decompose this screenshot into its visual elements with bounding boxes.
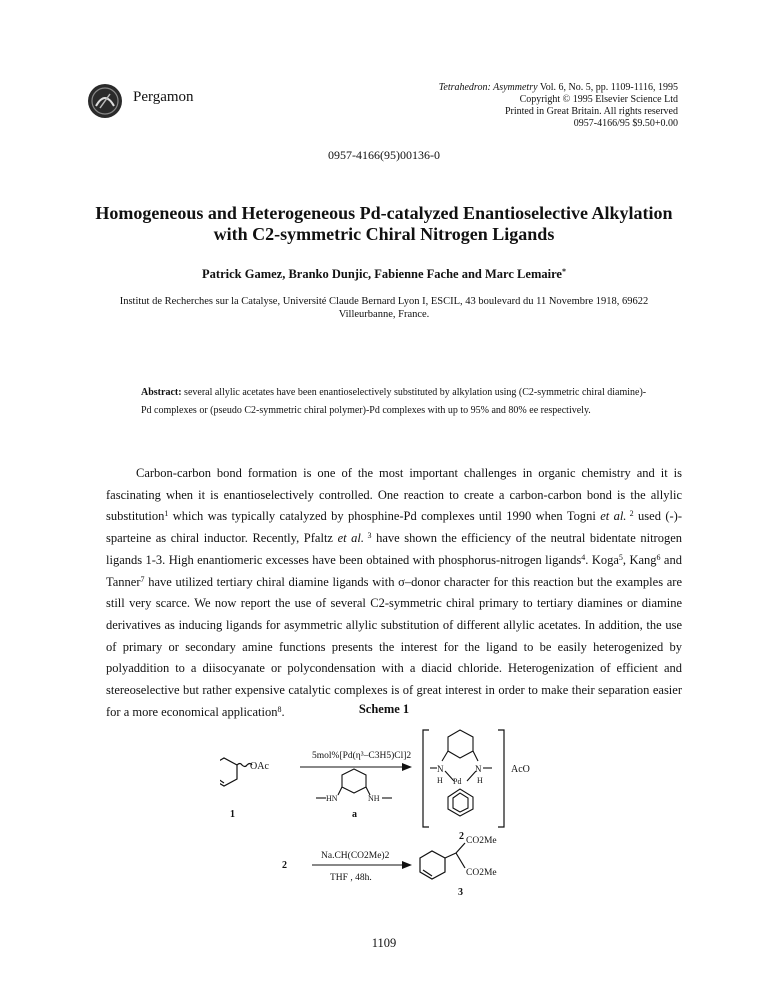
reference-8: 8 [277, 704, 282, 714]
reference-4: 4 [581, 552, 586, 562]
complex-2-bracket [423, 730, 504, 827]
oac-label: OAc [250, 761, 269, 772]
title-line-2: with C2-symmetric Chiral Nitrogen Ligands [213, 224, 555, 244]
text-run: . [281, 704, 285, 719]
reaction-arrow-2 [312, 861, 412, 869]
et-al: et al. [337, 531, 365, 546]
publisher-name: Pergamon [133, 89, 194, 105]
abstract-text: several allylic acetates have been enantioselectively substituted by alkylation using (C2-symmetric chiral diamine)-Pd complexes or (pseudo C2-symmetric chiral polymer)-Pd complexes with up to 95% and 80% ee respectively. [141, 387, 647, 416]
reference-5: 5 [618, 552, 623, 562]
product-3-label: 3 [458, 887, 463, 898]
text-run: have utilized tertiary chiral diamine ligands with σ–donor character for this reaction but the examples are still very scarce. We now report the use of several C2-symmetric chiral primary to tertiary diamines or diamine derivatives as inducing ligands for asymmetric allylic substitution of different allylic acetates. In addition, the use of primary or secondary amine functions presents the interest for the ligand to be easily heterogenized by polyaddition to a diisocyanate or polycondensation with a diacid chloride. Heterogenization of efficient and stereoselective but rather expensive catalytic complexes is of great interest in order to make their separation easier for a more economical application [106, 574, 682, 719]
affiliation [110, 295, 658, 321]
body-text [106, 463, 682, 723]
compound-1-label: 1 [230, 809, 235, 820]
nh-label: NH [368, 794, 380, 803]
printed-line: Printed in Great Britain. All rights reserved [504, 106, 678, 117]
publisher-logo [86, 82, 124, 120]
abstract [141, 384, 651, 420]
author-list [0, 267, 768, 282]
title-line-1: Homogeneous and Heterogeneous Pd-catalyzed Enantioselective Alkylation [95, 203, 673, 223]
reference-1: 1 [164, 509, 169, 519]
reaction-scheme [220, 725, 550, 900]
authors: Patrick Gamez, Branko Dunjic, Fabienne Fache and Marc Lemaire [202, 267, 562, 281]
reference-2: 2 [626, 509, 634, 519]
reference-7: 7 [140, 574, 145, 584]
page-number: 1109 [371, 936, 397, 950]
journal-name: Tetrahedron: Asymmetry [438, 82, 538, 93]
aco-label: AcO [511, 764, 530, 775]
copyright-line: Copyright © 1995 Elsevier Science Ltd [519, 94, 678, 105]
text-run: , Kang [622, 552, 657, 567]
conditions: THF , 48h. [330, 873, 372, 883]
ligand-a-label: a [352, 809, 357, 820]
product-3-structure [420, 843, 465, 879]
complex-2-label: 2 [459, 831, 464, 842]
text-run: Carbon-carbon bond formation is one of the most important challenges in organic chemistry and it is fascinating when it is enantioselectively controlled. One reaction to create a carbon-carbon bond is the allylic substitution [106, 466, 682, 524]
text-run: have shown the efficiency of the neutral bidentate nitrogen ligands 1-3. High enantiomeric excesses have been obtained with phosphorus-nitrogen ligands [106, 531, 682, 567]
article-title [60, 203, 708, 245]
reference-6: 6 [656, 552, 661, 562]
reagent-1: 5mol%[Pd(η³–C3H5)Cl]2 [312, 751, 412, 761]
scheme-title: Scheme 1 [358, 702, 410, 716]
h-left-label: H [437, 776, 443, 785]
text-run: which was typically catalyzed by phosphine-Pd complexes until 1990 when Togni [168, 509, 601, 524]
compound-1-structure [220, 758, 252, 786]
abstract-label: Abstract: [141, 387, 182, 398]
et-al: et al. [600, 509, 627, 524]
step-2-start-label: 2 [282, 860, 287, 871]
text-run: and Tanner [106, 552, 682, 589]
text-run: used (-)-sparteine as chiral inductor. Recently, Pfaltz [106, 509, 682, 546]
affiliation-line-2: Villeurbanne, France. [338, 309, 430, 320]
n-right-label: N [475, 764, 482, 774]
reference-3: 3 [364, 531, 372, 541]
journal-citation [348, 82, 678, 94]
text-run: . Koga [585, 552, 619, 567]
doi-identifier: 0957-4166(95)00136-0 [328, 148, 440, 162]
journal-volume: Vol. 6, No. 5, pp. 1109-1116, 1995 [537, 82, 678, 93]
paragraph-1 [106, 463, 682, 723]
co2me-top: CO2Me [466, 836, 497, 846]
price-line: 0957-4166/95 $9.50+0.00 [573, 118, 678, 129]
co2me-bottom: CO2Me [466, 868, 497, 878]
reagent-2: Na.CH(CO2Me)2 [321, 851, 390, 861]
affiliation-line-1: Institut de Recherches sur la Catalyse, Université Claude Bernard Lyon I, ESCIL, 43 boulevard du 11 Novembre 1918, 69622 [119, 296, 649, 307]
corresponding-author-mark: * [561, 267, 566, 276]
hn-label: HN [326, 794, 338, 803]
citation-block [348, 82, 678, 130]
h-right-label: H [477, 776, 483, 785]
pd-label: Pd [453, 777, 462, 786]
n-left-label: N [437, 764, 444, 774]
